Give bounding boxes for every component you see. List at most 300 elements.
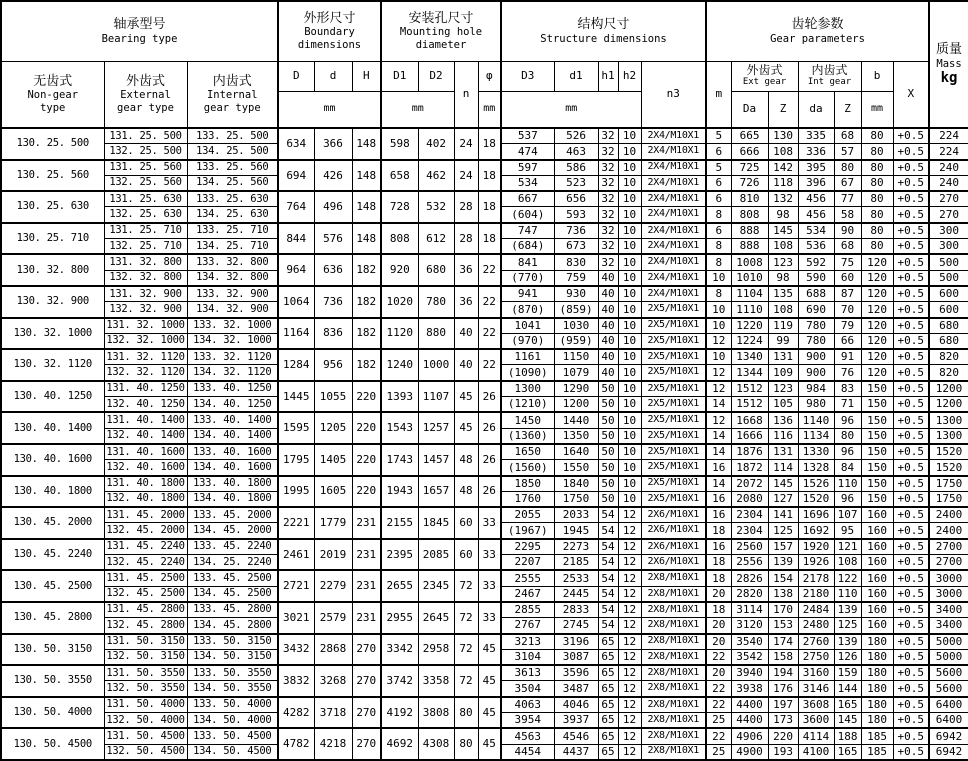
cell-Da: 1876 bbox=[731, 444, 768, 460]
header-ext-gear-en: Ext gear bbox=[742, 76, 787, 87]
cell-Z2: 90 bbox=[834, 223, 861, 239]
cell-H: 231 bbox=[352, 570, 381, 602]
cell-h1: 54 bbox=[598, 570, 618, 586]
cell-D3: (1560) bbox=[501, 460, 554, 476]
cell-D2: 402 bbox=[418, 128, 454, 160]
cell-h1: 40 bbox=[598, 318, 618, 334]
cell-phi: 33 bbox=[478, 539, 501, 571]
header-bearing-type-en: Bearing type bbox=[101, 32, 178, 45]
cell-n: 40 bbox=[454, 318, 478, 350]
cell-da: 1526 bbox=[798, 476, 834, 492]
cell-d1: 1290 bbox=[554, 381, 598, 397]
cell-h1: 50 bbox=[598, 491, 618, 507]
cell-da: 1134 bbox=[798, 428, 834, 444]
cell-h1: 65 bbox=[598, 681, 618, 697]
cell-da: 336 bbox=[798, 144, 834, 160]
cell-da: 456 bbox=[798, 207, 834, 223]
cell-h2: 10 bbox=[618, 144, 641, 160]
cell-D: 3021 bbox=[278, 602, 314, 634]
cell-X: +0.5 bbox=[893, 160, 929, 176]
cell-D3: 3213 bbox=[501, 634, 554, 650]
cell-h2: 12 bbox=[618, 618, 641, 634]
cell-h1: 65 bbox=[598, 728, 618, 744]
cell-Da: 3120 bbox=[731, 618, 768, 634]
cell-h1: 50 bbox=[598, 381, 618, 397]
cell-n: 40 bbox=[454, 349, 478, 381]
cell-m: 6 bbox=[706, 175, 731, 191]
cell-X: +0.5 bbox=[893, 365, 929, 381]
table-row bbox=[1, 191, 968, 207]
cell-D1: 4692 bbox=[381, 728, 418, 760]
cell-Z1: 138 bbox=[768, 586, 798, 602]
cell-d1: 4437 bbox=[554, 744, 598, 760]
cell-D: 1164 bbox=[278, 318, 314, 350]
cell-m: 25 bbox=[706, 712, 731, 728]
cell-d: 366 bbox=[314, 128, 352, 160]
cell-h2: 12 bbox=[618, 712, 641, 728]
cell-Da: 726 bbox=[731, 175, 768, 191]
cell-D3: 3504 bbox=[501, 681, 554, 697]
cell-X: +0.5 bbox=[893, 333, 929, 349]
cell-Da: 1010 bbox=[731, 270, 768, 286]
table-row bbox=[1, 728, 968, 744]
cell-d1: 1030 bbox=[554, 318, 598, 334]
table-body bbox=[1, 128, 968, 760]
cell-Z1: 109 bbox=[768, 365, 798, 381]
cell-Z1: 105 bbox=[768, 397, 798, 413]
cell-mass: 270 bbox=[929, 191, 968, 207]
cell-b: 150 bbox=[861, 444, 893, 460]
cell-D3: 1760 bbox=[501, 491, 554, 507]
cell-n: 72 bbox=[454, 602, 478, 634]
cell-ext: 131. 25. 630 bbox=[104, 191, 187, 207]
col-header-H: H bbox=[352, 61, 381, 91]
cell-h1: 32 bbox=[598, 175, 618, 191]
cell-h1: 40 bbox=[598, 333, 618, 349]
cell-mass: 5600 bbox=[929, 665, 968, 681]
header-boundary-en1: Boundary bbox=[304, 26, 355, 39]
cell-D: 3432 bbox=[278, 634, 314, 666]
cell-da: 1328 bbox=[798, 460, 834, 476]
cell-Z1: 114 bbox=[768, 460, 798, 476]
cell-da: 590 bbox=[798, 270, 834, 286]
cell-b: 180 bbox=[861, 681, 893, 697]
col-header-D1: D1 bbox=[381, 61, 418, 91]
cell-n3: 2X5/M10X1 bbox=[641, 491, 706, 507]
cell-D3: 1161 bbox=[501, 349, 554, 365]
cell-int: 134. 32. 800 bbox=[187, 270, 278, 286]
cell-X: +0.5 bbox=[893, 728, 929, 744]
cell-b: 180 bbox=[861, 634, 893, 650]
cell-D3: (1210) bbox=[501, 397, 554, 413]
cell-Z1: 173 bbox=[768, 712, 798, 728]
cell-m: 8 bbox=[706, 254, 731, 270]
cell-ext: 132. 50. 4500 bbox=[104, 744, 187, 760]
cell-X: +0.5 bbox=[893, 618, 929, 634]
cell-h1: 65 bbox=[598, 634, 618, 650]
cell-X: +0.5 bbox=[893, 570, 929, 586]
col-header-Z-int: Z bbox=[834, 91, 861, 128]
cell-X: +0.5 bbox=[893, 712, 929, 728]
cell-D1: 2395 bbox=[381, 539, 418, 571]
cell-m: 10 bbox=[706, 270, 731, 286]
cell-d: 1405 bbox=[314, 444, 352, 476]
cell-d1: 1840 bbox=[554, 476, 598, 492]
cell-da: 984 bbox=[798, 381, 834, 397]
cell-ext: 132. 50. 4000 bbox=[104, 712, 187, 728]
cell-m: 20 bbox=[706, 665, 731, 681]
cell-Z2: 91 bbox=[834, 349, 861, 365]
cell-D1: 1240 bbox=[381, 349, 418, 381]
table-header bbox=[1, 1, 968, 128]
cell-D3: 3104 bbox=[501, 649, 554, 665]
col-header-D: D bbox=[278, 61, 314, 91]
cell-Z2: 96 bbox=[834, 444, 861, 460]
cell-Z2: 87 bbox=[834, 286, 861, 302]
cell-mass: 3400 bbox=[929, 618, 968, 634]
cell-n: 80 bbox=[454, 697, 478, 729]
cell-Z1: 131 bbox=[768, 349, 798, 365]
cell-D3: 3613 bbox=[501, 665, 554, 681]
cell-Z1: 98 bbox=[768, 207, 798, 223]
cell-mass: 2400 bbox=[929, 523, 968, 539]
cell-h2: 10 bbox=[618, 318, 641, 334]
cell-n: 45 bbox=[454, 381, 478, 413]
cell-X: +0.5 bbox=[893, 665, 929, 681]
cell-da: 900 bbox=[798, 349, 834, 365]
cell-Da: 1008 bbox=[731, 254, 768, 270]
cell-int: 133. 50. 3550 bbox=[187, 665, 278, 681]
cell-mass: 3000 bbox=[929, 570, 968, 586]
cell-n: 24 bbox=[454, 128, 478, 160]
cell-n: 36 bbox=[454, 286, 478, 318]
cell-int: 134. 50. 3150 bbox=[187, 649, 278, 665]
header-non-gear-zh: 无齿式 bbox=[33, 73, 73, 89]
cell-int: 134. 40. 1800 bbox=[187, 491, 278, 507]
cell-mass: 6942 bbox=[929, 744, 968, 760]
cell-da: 2484 bbox=[798, 602, 834, 618]
cell-Da: 3542 bbox=[731, 649, 768, 665]
cell-Z1: 197 bbox=[768, 697, 798, 713]
cell-m: 12 bbox=[706, 333, 731, 349]
header-mounting-en1: Mounting hole bbox=[399, 26, 483, 39]
cell-d: 496 bbox=[314, 191, 352, 223]
cell-b: 150 bbox=[861, 428, 893, 444]
header-int-gear-sub bbox=[798, 61, 861, 91]
cell-b: 120 bbox=[861, 365, 893, 381]
cell-Da: 3938 bbox=[731, 681, 768, 697]
cell-D3: (684) bbox=[501, 239, 554, 255]
cell-h1: 32 bbox=[598, 191, 618, 207]
col-header-d: d bbox=[314, 61, 352, 91]
cell-Z2: 139 bbox=[834, 634, 861, 650]
cell-ext: 131. 40. 1800 bbox=[104, 476, 187, 492]
cell-n3: 2X6/M10X1 bbox=[641, 523, 706, 539]
cell-h1: 65 bbox=[598, 649, 618, 665]
cell-D2: 2958 bbox=[418, 634, 454, 666]
cell-type: 130. 50. 4500 bbox=[1, 728, 104, 760]
col-header-m: m bbox=[706, 61, 731, 128]
cell-mass: 240 bbox=[929, 175, 968, 191]
cell-mass: 6400 bbox=[929, 712, 968, 728]
cell-n3: 2X4/M10X1 bbox=[641, 175, 706, 191]
cell-h2: 10 bbox=[618, 349, 641, 365]
cell-m: 8 bbox=[706, 207, 731, 223]
cell-Z2: 107 bbox=[834, 507, 861, 523]
cell-Da: 1104 bbox=[731, 286, 768, 302]
cell-da: 4100 bbox=[798, 744, 834, 760]
cell-h1: 32 bbox=[598, 254, 618, 270]
cell-h1: 54 bbox=[598, 539, 618, 555]
cell-da: 1520 bbox=[798, 491, 834, 507]
cell-b: 120 bbox=[861, 349, 893, 365]
table-row bbox=[1, 412, 968, 428]
cell-m: 16 bbox=[706, 507, 731, 523]
cell-n3: 2X5/M10X1 bbox=[641, 428, 706, 444]
cell-n3: 2X5/M10X1 bbox=[641, 318, 706, 334]
cell-m: 25 bbox=[706, 744, 731, 760]
unit-mm-structure: mm bbox=[501, 91, 641, 128]
cell-X: +0.5 bbox=[893, 428, 929, 444]
cell-da: 3608 bbox=[798, 697, 834, 713]
cell-D2: 3358 bbox=[418, 665, 454, 697]
cell-h1: 50 bbox=[598, 397, 618, 413]
cell-int: 133. 45. 2000 bbox=[187, 507, 278, 523]
cell-h1: 50 bbox=[598, 476, 618, 492]
cell-Z2: 159 bbox=[834, 665, 861, 681]
cell-int: 134. 25. 560 bbox=[187, 175, 278, 191]
cell-da: 4114 bbox=[798, 728, 834, 744]
cell-H: 182 bbox=[352, 254, 381, 286]
cell-int: 133. 25. 500 bbox=[187, 128, 278, 144]
cell-m: 6 bbox=[706, 191, 731, 207]
cell-b: 180 bbox=[861, 697, 893, 713]
cell-h1: 50 bbox=[598, 412, 618, 428]
cell-type: 130. 32. 900 bbox=[1, 286, 104, 318]
cell-int: 133. 25. 630 bbox=[187, 191, 278, 207]
cell-Da: 3540 bbox=[731, 634, 768, 650]
col-header-n3: n3 bbox=[641, 61, 706, 128]
header-structure-dimensions bbox=[501, 1, 706, 61]
cell-b: 80 bbox=[861, 239, 893, 255]
cell-m: 12 bbox=[706, 412, 731, 428]
header-external-gear-type bbox=[104, 61, 187, 128]
cell-d1: (959) bbox=[554, 333, 598, 349]
cell-D1: 1120 bbox=[381, 318, 418, 350]
cell-X: +0.5 bbox=[893, 681, 929, 697]
cell-b: 80 bbox=[861, 160, 893, 176]
cell-int: 133. 40. 1250 bbox=[187, 381, 278, 397]
cell-n: 48 bbox=[454, 476, 478, 508]
header-int-gear-en: Int gear bbox=[807, 76, 852, 87]
cell-ext: 131. 50. 3150 bbox=[104, 634, 187, 650]
cell-mass: 1520 bbox=[929, 444, 968, 460]
cell-X: +0.5 bbox=[893, 302, 929, 318]
cell-Da: 808 bbox=[731, 207, 768, 223]
cell-m: 10 bbox=[706, 318, 731, 334]
cell-b: 120 bbox=[861, 270, 893, 286]
cell-h1: 65 bbox=[598, 665, 618, 681]
cell-Da: 2072 bbox=[731, 476, 768, 492]
cell-H: 182 bbox=[352, 349, 381, 381]
table-row bbox=[1, 665, 968, 681]
cell-da: 396 bbox=[798, 175, 834, 191]
cell-h1: 54 bbox=[598, 618, 618, 634]
cell-b: 120 bbox=[861, 286, 893, 302]
cell-phi: 18 bbox=[478, 128, 501, 160]
col-header-d1: d1 bbox=[554, 61, 598, 91]
cell-da: 1920 bbox=[798, 539, 834, 555]
col-header-da: da bbox=[798, 91, 834, 128]
cell-D3: (970) bbox=[501, 333, 554, 349]
cell-mass: 500 bbox=[929, 254, 968, 270]
cell-d1: 759 bbox=[554, 270, 598, 286]
cell-Z2: 83 bbox=[834, 381, 861, 397]
cell-m: 16 bbox=[706, 539, 731, 555]
cell-D: 4282 bbox=[278, 697, 314, 729]
cell-mass: 224 bbox=[929, 128, 968, 144]
cell-D1: 920 bbox=[381, 254, 418, 286]
header-bearing-type-zh: 轴承型号 bbox=[113, 17, 166, 33]
header-int-gear-zh: 内齿式 bbox=[811, 63, 848, 78]
cell-da: 592 bbox=[798, 254, 834, 270]
cell-D3: (1360) bbox=[501, 428, 554, 444]
cell-b: 150 bbox=[861, 491, 893, 507]
cell-int: 134. 32. 1000 bbox=[187, 333, 278, 349]
cell-int: 134. 32. 900 bbox=[187, 302, 278, 318]
cell-ext: 131. 40. 1600 bbox=[104, 444, 187, 460]
cell-d: 2279 bbox=[314, 570, 352, 602]
cell-h2: 12 bbox=[618, 649, 641, 665]
cell-d1: 1750 bbox=[554, 491, 598, 507]
cell-d1: 2445 bbox=[554, 586, 598, 602]
cell-Z1: 99 bbox=[768, 333, 798, 349]
table-row bbox=[1, 160, 968, 176]
cell-d1: 830 bbox=[554, 254, 598, 270]
cell-n3: 2X5/M10X1 bbox=[641, 302, 706, 318]
cell-m: 8 bbox=[706, 286, 731, 302]
cell-n3: 2X6/M10X1 bbox=[641, 555, 706, 571]
cell-b: 160 bbox=[861, 507, 893, 523]
cell-h2: 10 bbox=[618, 381, 641, 397]
cell-m: 22 bbox=[706, 697, 731, 713]
cell-D3: 4563 bbox=[501, 728, 554, 744]
cell-Z1: 130 bbox=[768, 128, 798, 144]
cell-mass: 300 bbox=[929, 239, 968, 255]
cell-Z2: 145 bbox=[834, 712, 861, 728]
cell-da: 3600 bbox=[798, 712, 834, 728]
cell-ext: 132. 25. 630 bbox=[104, 207, 187, 223]
cell-h1: 50 bbox=[598, 428, 618, 444]
cell-Da: 2820 bbox=[731, 586, 768, 602]
cell-H: 231 bbox=[352, 602, 381, 634]
cell-type: 130. 32. 800 bbox=[1, 254, 104, 286]
cell-d: 1205 bbox=[314, 412, 352, 444]
cell-da: 3160 bbox=[798, 665, 834, 681]
cell-D2: 780 bbox=[418, 286, 454, 318]
cell-h1: 65 bbox=[598, 712, 618, 728]
cell-Da: 2304 bbox=[731, 507, 768, 523]
cell-X: +0.5 bbox=[893, 207, 929, 223]
cell-ext: 131. 50. 4500 bbox=[104, 728, 187, 744]
cell-H: 220 bbox=[352, 444, 381, 476]
cell-Z1: 220 bbox=[768, 728, 798, 744]
cell-h2: 10 bbox=[618, 333, 641, 349]
cell-Z1: 108 bbox=[768, 302, 798, 318]
cell-D3: 474 bbox=[501, 144, 554, 160]
header-external-en1: External bbox=[120, 89, 171, 102]
cell-d1: (859) bbox=[554, 302, 598, 318]
cell-m: 14 bbox=[706, 428, 731, 444]
cell-d1: 523 bbox=[554, 175, 598, 191]
cell-D3: 1041 bbox=[501, 318, 554, 334]
cell-int: 134. 25. 630 bbox=[187, 207, 278, 223]
cell-n3: 2X4/M10X1 bbox=[641, 223, 706, 239]
cell-D: 1795 bbox=[278, 444, 314, 476]
cell-phi: 45 bbox=[478, 665, 501, 697]
cell-phi: 22 bbox=[478, 318, 501, 350]
cell-int: 134. 50. 4500 bbox=[187, 744, 278, 760]
cell-n3: 2X8/M10X1 bbox=[641, 681, 706, 697]
cell-Z1: 154 bbox=[768, 570, 798, 586]
cell-D: 694 bbox=[278, 160, 314, 192]
cell-b: 160 bbox=[861, 586, 893, 602]
cell-m: 14 bbox=[706, 476, 731, 492]
cell-da: 2178 bbox=[798, 570, 834, 586]
cell-X: +0.5 bbox=[893, 128, 929, 144]
cell-D3: 2467 bbox=[501, 586, 554, 602]
cell-d: 2019 bbox=[314, 539, 352, 571]
cell-m: 5 bbox=[706, 128, 731, 144]
table-row bbox=[1, 634, 968, 650]
cell-ext: 132. 32. 800 bbox=[104, 270, 187, 286]
cell-Da: 888 bbox=[731, 223, 768, 239]
cell-ext: 131. 32. 900 bbox=[104, 286, 187, 302]
cell-n3: 2X8/M10X1 bbox=[641, 649, 706, 665]
cell-Z1: 157 bbox=[768, 539, 798, 555]
cell-h2: 10 bbox=[618, 223, 641, 239]
cell-h2: 12 bbox=[618, 555, 641, 571]
cell-ext: 132. 32. 1120 bbox=[104, 365, 187, 381]
cell-type: 130. 40. 1400 bbox=[1, 412, 104, 444]
cell-ext: 131. 32. 1120 bbox=[104, 349, 187, 365]
cell-mass: 1300 bbox=[929, 412, 968, 428]
header-mounting-zh: 安装孔尺寸 bbox=[408, 10, 474, 26]
header-external-en2: gear type bbox=[117, 102, 174, 115]
header-ext-gear-sub bbox=[731, 61, 798, 91]
cell-D3: 667 bbox=[501, 191, 554, 207]
cell-int: 134. 45. 2000 bbox=[187, 523, 278, 539]
cell-d: 3268 bbox=[314, 665, 352, 697]
cell-X: +0.5 bbox=[893, 744, 929, 760]
cell-n3: 2X4/M10X1 bbox=[641, 239, 706, 255]
cell-h1: 54 bbox=[598, 602, 618, 618]
cell-ext: 131. 25. 710 bbox=[104, 223, 187, 239]
cell-h1: 40 bbox=[598, 302, 618, 318]
cell-D: 1064 bbox=[278, 286, 314, 318]
cell-phi: 33 bbox=[478, 570, 501, 602]
cell-h2: 10 bbox=[618, 207, 641, 223]
cell-Z1: 132 bbox=[768, 191, 798, 207]
cell-D: 764 bbox=[278, 191, 314, 223]
cell-D3: 1650 bbox=[501, 444, 554, 460]
cell-b: 160 bbox=[861, 618, 893, 634]
cell-mass: 600 bbox=[929, 286, 968, 302]
cell-int: 134. 40. 1600 bbox=[187, 460, 278, 476]
cell-mass: 1200 bbox=[929, 381, 968, 397]
cell-b: 185 bbox=[861, 728, 893, 744]
cell-d1: 736 bbox=[554, 223, 598, 239]
